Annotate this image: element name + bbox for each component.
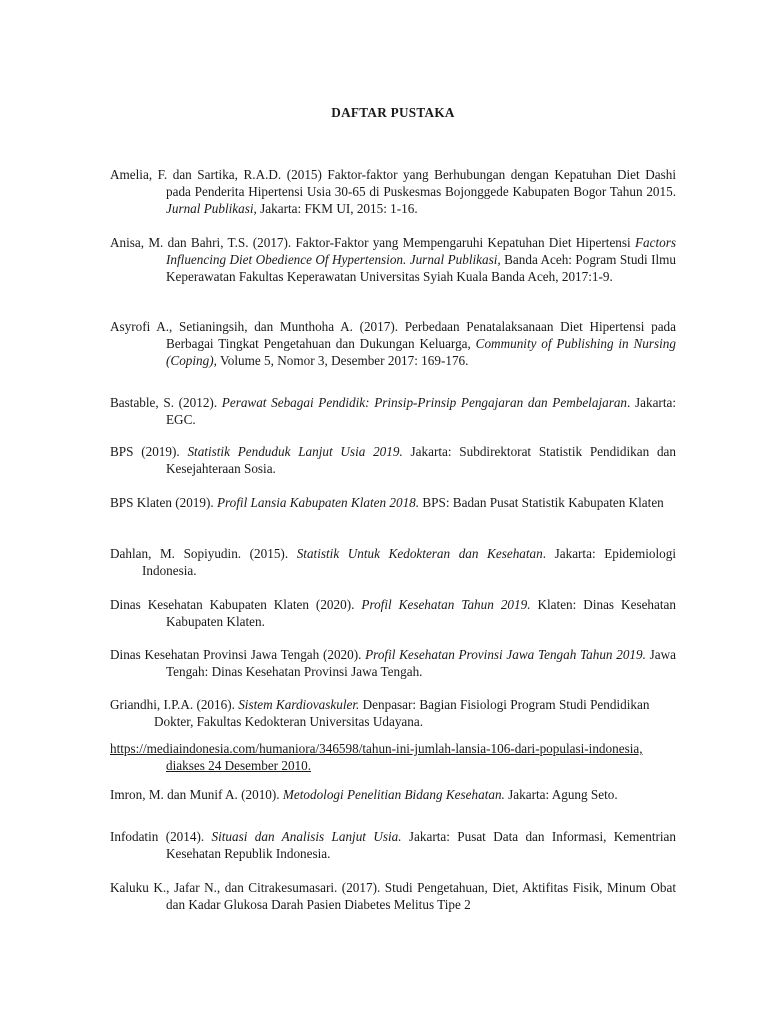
reference-entry: BPS (2019). Statistik Penduduk Lanjut Usia 2019. Jakarta: Subdirektorat Statistik Pendidikan dan Kesejahteraan Sosia. xyxy=(110,444,676,477)
reference-entry xyxy=(110,740,676,774)
reference-entry: Kaluku K., Jafar N., dan Citrakesumasari. (2017). Studi Pengetahuan, Diet, Aktifitas Fisik, Minum Obat dan Kadar Glukosa Darah Pasien Diabetes Melitus Tipe 2 xyxy=(110,880,676,913)
reference-link[interactable]: https://mediaindonesia.com/humaniora/346598/tahun-ini-jumlah-lansia-106-dari-populasi-indonesia, diakses 24 Desember 2010. xyxy=(110,741,643,774)
reference-entry: Dahlan, M. Sopiyudin. (2015). Statistik Untuk Kedokteran dan Kesehatan. Jakarta: Epidemiologi Indonesia. xyxy=(110,546,676,579)
page-title: DAFTAR PUSTAKA xyxy=(331,105,455,120)
reference-entry: Bastable, S. (2012). Perawat Sebagai Pendidik: Prinsip-Prinsip Pengajaran dan Pembelajaran. Jakarta: EGC. xyxy=(110,395,676,428)
reference-entry: BPS Klaten (2019). Profil Lansia Kabupaten Klaten 2018. BPS: Badan Pusat Statistik Kabupaten Klaten xyxy=(110,495,664,510)
reference-entry: Anisa, M. dan Bahri, T.S. (2017). Faktor-Faktor yang Mempengaruhi Kepatuhan Diet Hipertensi Factors Influencing Diet Obedience Of Hypertension. Jurnal Publikasi, Banda Aceh: Pogram Studi Ilmu Keperawatan Fakultas Keperawatan Universitas Syiah Kuala Banda Aceh, 2017:1-9. xyxy=(110,235,676,285)
reference-entry: Asyrofi A., Setianingsih, dan Munthoha A. (2017). Perbedaan Penatalaksanaan Diet Hipertensi pada Berbagai Tingkat Pengetahuan dan Dukungan Keluarga, Community of Publishing in Nursing (Coping), Volume 5, Nomor 3, Desember 2017: 169-176. xyxy=(110,319,676,369)
reference-entry: Amelia, F. dan Sartika, R.A.D. (2015) Faktor-faktor yang Berhubungan dengan Kepatuhan Diet Dashi pada Penderita Hipertensi Usia 30-65 di Puskesmas Bojonggede Kabupaten Bogor Tahun 2015. Jurnal Publikasi, Jakarta: FKM UI, 2015: 1-16. xyxy=(110,167,676,217)
reference-entry: Infodatin (2014). Situasi dan Analisis Lanjut Usia. Jakarta: Pusat Data dan Informasi, Kementrian Kesehatan Republik Indonesia. xyxy=(110,829,677,862)
reference-entry: Dinas Kesehatan Kabupaten Klaten (2020). Profil Kesehatan Tahun 2019. Klaten: Dinas Kesehatan Kabupaten Klaten. xyxy=(110,597,676,630)
reference-entry: Griandhi, I.P.A. (2016). Sistem Kardiovaskuler. Denpasar: Bagian Fisiologi Program Studi Pendidikan Dokter, Fakultas Kedokteran Universitas Udayana. xyxy=(110,697,650,730)
reference-entry: Dinas Kesehatan Provinsi Jawa Tengah (2020). Profil Kesehatan Provinsi Jawa Tengah Tahun 2019. Jawa Tengah: Dinas Kesehatan Provinsi Jawa Tengah. xyxy=(110,647,676,680)
reference-entry: Imron, M. dan Munif A. (2010). Metodologi Penelitian Bidang Kesehatan. Jakarta: Agung Seto. xyxy=(110,787,618,802)
